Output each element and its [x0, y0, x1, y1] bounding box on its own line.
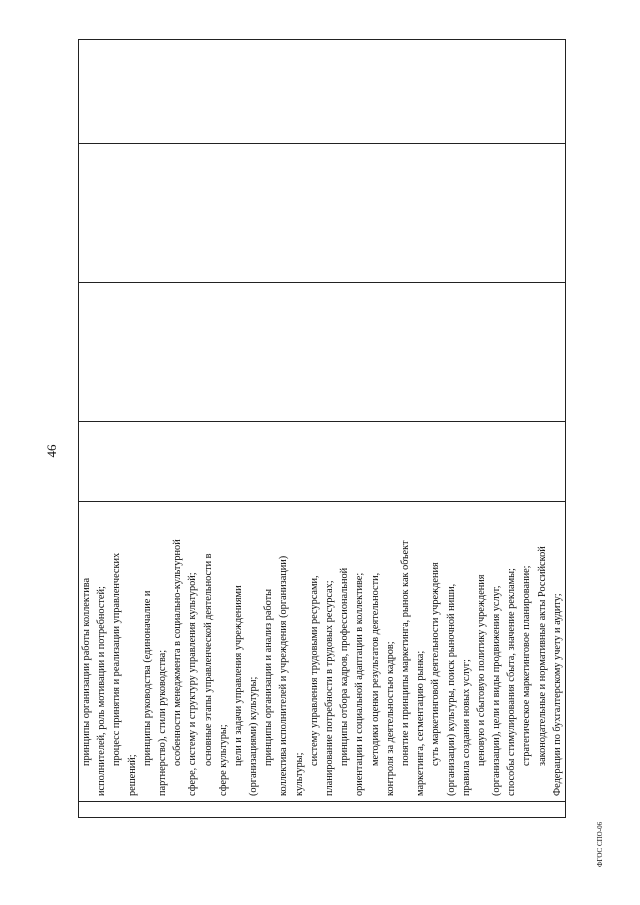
competency-table [78, 39, 566, 818]
page-number: 46 [44, 444, 59, 458]
content-line: стратегическое маркетинговое планирование; [521, 565, 533, 766]
content-line: правила создания новых услуг; [460, 659, 472, 796]
content-line: планирование потребности в трудовых ресурсах; [324, 580, 335, 796]
index-cell [79, 802, 566, 818]
classroom-hours-cell [79, 283, 566, 422]
hours-cell [79, 422, 566, 502]
knowledge-cell [79, 502, 566, 802]
content-line: понятие и принципы маркетинга, рынок как объект [399, 540, 411, 766]
table-row [79, 40, 566, 818]
content-line: ориентации и социальной адаптации в коллективе; [354, 572, 366, 796]
content-line: способы стимулирования сбыта, значение рекламы; [506, 568, 518, 796]
content-line: контроля за деятельностью кадров; [384, 641, 396, 796]
content-line: культуры; [293, 752, 305, 796]
content-line: сфере культуры; [217, 724, 229, 796]
content-line: (организации) культуры, поиск рыночной ниши, [445, 583, 457, 796]
footer-code: ФГОС СПО-06 [596, 821, 604, 867]
content-line: особенности менеджмента в социально-культурной [172, 539, 184, 766]
content-line: партнерство), стили руководства; [156, 649, 168, 796]
content-line: систему управления трудовыми ресурсами, [308, 575, 320, 766]
content-line: Федерации по бухгалтерскому учету и аудиту; [551, 593, 563, 796]
content-line: основные этапы управленческой деятельности в [202, 553, 214, 766]
content-line: законодательные и нормативные акты Российской [536, 546, 548, 766]
content-line: сфере, систему и структуру управления культурой; [187, 572, 199, 796]
content-line: принципы отбора кадров, профессиональной [339, 567, 351, 766]
competency-code-cell [79, 40, 566, 144]
content-line: ценовую и сбытовую политику учреждения [475, 574, 487, 766]
content-line: принципы организации и анализ работы [263, 588, 275, 766]
content-line: (организациями) культуры; [248, 676, 260, 796]
content-line: принципы организации работы коллектива [81, 577, 92, 766]
content-line: коллектива исполнителей и учреждения (организации) [278, 555, 290, 796]
knowledge-list [79, 506, 565, 796]
content-line: цели и задачи управления учреждениями [232, 585, 244, 766]
content-line: исполнителей, роль мотивации и потребностей; [96, 586, 108, 796]
content-line: (организации), цели и виды продвижения услуг, [491, 585, 503, 796]
content-line: суть маркетинговой деятельности учреждения [430, 562, 442, 766]
content-line: принципы руководства (единоначалие и [141, 590, 153, 766]
content-line: процесс принятия и реализации управленческих [111, 552, 123, 766]
content-line: решений; [126, 754, 138, 796]
content-line: методики оценки результатов деятельности, [369, 572, 381, 766]
content-line: маркетинга, сегментацию рынка; [415, 650, 427, 796]
discipline-cell [79, 144, 566, 283]
